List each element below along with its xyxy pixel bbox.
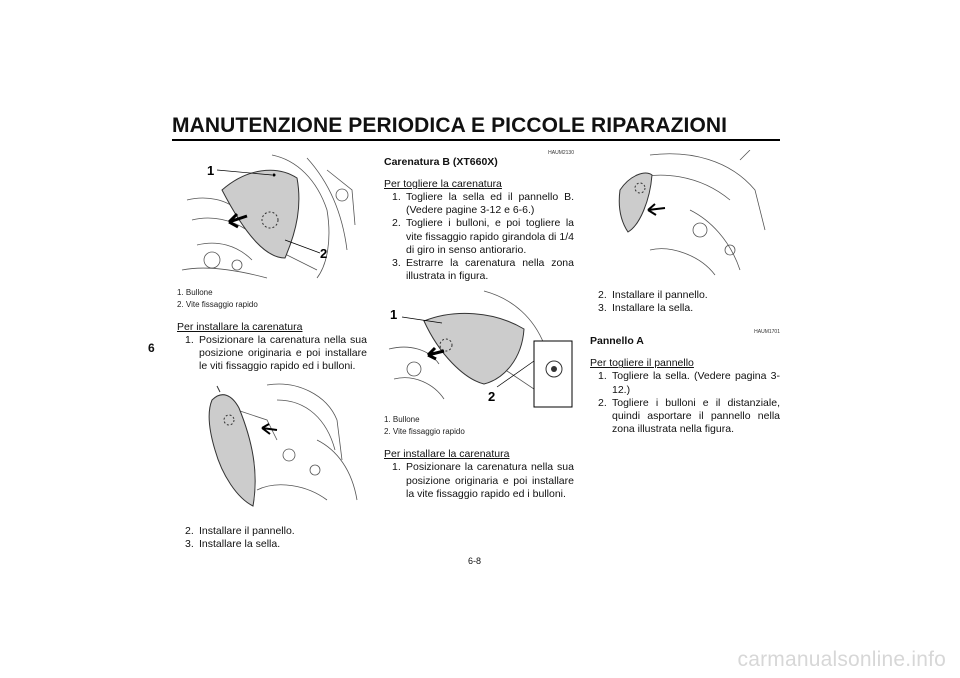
install-steps [384, 461, 574, 501]
fairing-b-illustration [384, 289, 574, 409]
step-item: 1. Togliere la sella ed il pannello B. (Vedere pagine 3-12 e 6-6.) [392, 191, 574, 217]
figure-fairing-install [177, 380, 367, 521]
remove-heading: Per togliere il pannello [590, 357, 694, 370]
section-code: HAUM1701 [754, 329, 780, 336]
panel-a-illustration [590, 150, 780, 280]
fairing-illustration-2 [177, 380, 367, 516]
title-rule [172, 139, 780, 141]
install-heading: Per installare la carenatura [384, 448, 510, 461]
install-heading: Per installare la carenatura [177, 321, 303, 333]
step-item: 1. Posizionare la carenatura nella sua posizione originaria e poi installare le viti fissaggio rapido ed i bulloni. [185, 334, 367, 373]
remove-steps [590, 370, 780, 436]
caption-quick-screw: 2. Vite fissaggio rapido [384, 427, 465, 437]
section-title: Pannello A [590, 335, 644, 348]
column-1 [177, 150, 367, 551]
callout-1: 1 [207, 163, 215, 178]
step-item: 1. Togliere la sella. (Vedere pagina 3-12.) [598, 370, 780, 396]
section-title: Carenatura B (XT660X) [384, 156, 498, 168]
page-number: 6-8 [468, 556, 482, 566]
step-item: 3. Installare la sella. [598, 302, 694, 315]
callout-1: 1 [390, 307, 398, 323]
step-item: 2. Togliere i bulloni, e poi togliere la vite fissaggio rapido girandola di 1/4 di giro in senso antiorario. [392, 217, 574, 256]
figure-fairing-removal-1 [177, 150, 367, 287]
figure-caption [384, 414, 574, 438]
step-item: 3. Installare la sella. [185, 537, 281, 550]
install-steps [177, 334, 367, 374]
column-3 [590, 150, 780, 436]
callout-2: 2 [488, 389, 496, 405]
final-steps [177, 525, 367, 551]
watermark: carmanualsonline.info [737, 648, 946, 671]
caption-quick-screw: 2. Vite fissaggio rapido [177, 300, 258, 309]
column-2 [384, 150, 574, 501]
figure-fairing-b [384, 289, 574, 414]
fairing-illustration-1 [177, 150, 367, 282]
step-item: 1. Posizionare la carenatura nella sua posizione originaria e poi installare la vite fissaggio rapido ed i bulloni. [392, 461, 574, 500]
chapter-tab: 6 [148, 341, 155, 355]
caption-bolt: 1. Bullone [177, 288, 213, 297]
step-item: 2. Installare il pannello. [185, 524, 295, 537]
step-item: 3. Estrarre la carenatura nella zona illustrata in figura. [392, 257, 574, 283]
remove-heading: Per togliere la carenatura [384, 178, 502, 190]
step-item: 2. Togliere i bulloni e il distanziale, quindi asportare il pannello nella zona illustrata nella figura. [598, 396, 780, 436]
callout-2: 2 [320, 246, 328, 261]
caption-bolt: 1. Bullone [384, 415, 420, 425]
page-title: MANUTENZIONE PERIODICA E PICCOLE RIPARAZIONI [172, 114, 728, 137]
steps-list [590, 289, 780, 315]
remove-steps [384, 191, 574, 283]
figure-caption [177, 287, 367, 311]
step-item: 2. Installare il pannello. [598, 289, 708, 301]
figure-panel-a [590, 150, 780, 285]
section-code: HAUM2130 [548, 150, 574, 156]
